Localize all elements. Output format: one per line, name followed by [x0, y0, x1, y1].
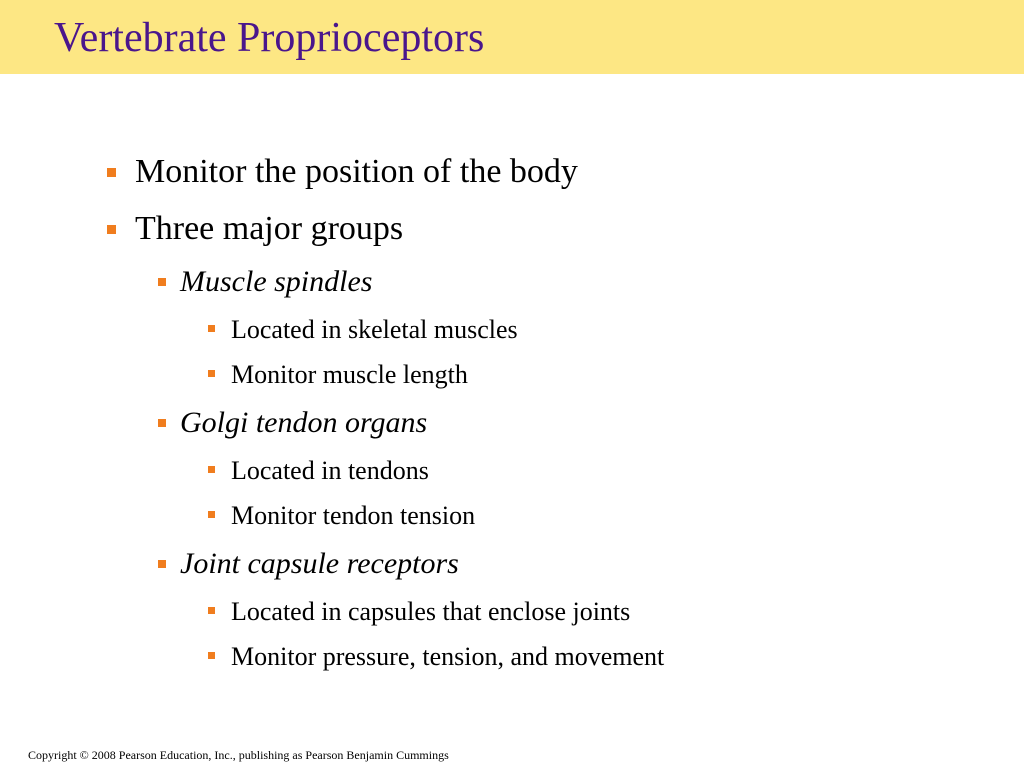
group-name: Golgi tendon organs	[180, 406, 428, 439]
square-bullet-icon	[158, 419, 166, 427]
square-bullet-icon	[208, 607, 215, 614]
square-bullet-icon	[107, 225, 116, 234]
sub-bullet-text: Monitor tendon tension	[231, 501, 476, 530]
square-bullet-icon	[107, 168, 116, 177]
square-bullet-icon	[208, 511, 215, 518]
slide-title: Vertebrate Proprioceptors	[54, 15, 485, 61]
square-bullet-icon	[208, 652, 215, 659]
sub-bullet-text: Located in skeletal muscles	[231, 315, 518, 344]
sub-bullet-text: Located in capsules that enclose joints	[231, 597, 631, 626]
square-bullet-icon	[158, 560, 166, 568]
sub-bullet-text: Monitor pressure, tension, and movement	[231, 642, 665, 671]
square-bullet-icon	[158, 278, 166, 286]
copyright-footer: Copyright © 2008 Pearson Education, Inc., publishing as Pearson Benjamin Cummings	[28, 748, 449, 762]
sub-bullet-text: Monitor muscle length	[231, 360, 468, 389]
bullet-text: Monitor the position of the body	[135, 153, 578, 190]
square-bullet-icon	[208, 466, 215, 473]
sub-bullet-text: Located in tendons	[231, 456, 429, 485]
square-bullet-icon	[208, 325, 215, 332]
bullet-text: Three major groups	[135, 210, 404, 247]
square-bullet-icon	[208, 370, 215, 377]
group-name: Muscle spindles	[180, 265, 373, 298]
group-name: Joint capsule receptors	[180, 547, 459, 580]
